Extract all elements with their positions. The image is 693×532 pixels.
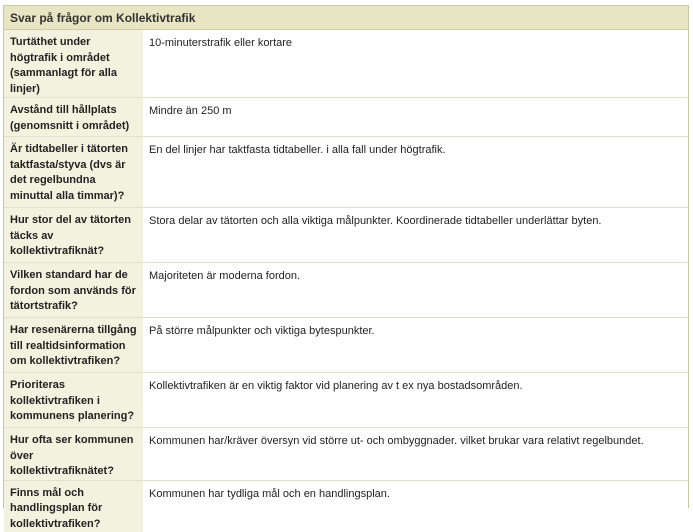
answer-cell: På större målpunkter och viktiga bytespunkter.	[143, 318, 688, 373]
question-cell: Är tidtabeller i tätorten taktfasta/styva (dvs är det regelbundna minuttal alla timmar)?	[4, 137, 143, 208]
answer-cell: En del linjer har taktfasta tidtabeller. i alla fall under högtrafik.	[143, 137, 688, 208]
table-row	[4, 373, 688, 428]
table-row	[4, 98, 688, 137]
answer-cell: Mindre än 250 m	[143, 98, 688, 137]
table-row	[4, 480, 688, 532]
table-row	[4, 30, 688, 98]
answer-cell: Kollektivtrafiken är en viktig faktor vid planering av t ex nya bostadsområden.	[143, 373, 688, 428]
question-cell: Hur ofta ser kommunen över kollektivtrafiknätet?	[4, 428, 143, 481]
question-cell: Vilken standard har de fordon som används för tätortstrafik?	[4, 263, 143, 318]
answer-cell: Stora delar av tätorten och alla viktiga målpunkter. Koordinerade tidtabeller underlättar byten.	[143, 208, 688, 263]
qa-table	[4, 30, 688, 532]
qa-panel	[3, 5, 689, 530]
table-row	[4, 208, 688, 263]
answer-cell: Kommunen har/kräver översyn vid större ut- och ombyggnader. vilket brukar vara relativt regelbundet.	[143, 428, 688, 481]
table-row	[4, 263, 688, 318]
question-cell: Hur stor del av tätorten täcks av kollektivtrafiknät?	[4, 208, 143, 263]
table-row	[4, 318, 688, 373]
panel-title: Svar på frågor om Kollektivtrafik	[4, 6, 688, 30]
answer-cell: Majoriteten är moderna fordon.	[143, 263, 688, 318]
question-cell: Finns mål och handlingsplan för kollektivtrafiken?	[4, 480, 143, 532]
question-cell: Avstånd till hållplats (genomsnitt i området)	[4, 98, 143, 137]
question-cell: Prioriteras kollektivtrafiken i kommunens planering?	[4, 373, 143, 428]
answer-cell: Kommunen har tydliga mål och en handlingsplan.	[143, 480, 688, 532]
answer-cell: 10-minuterstrafik eller kortare	[143, 30, 688, 98]
question-cell: Har resenärerna tillgång till realtidsinformation om kollektivtrafiken?	[4, 318, 143, 373]
table-row	[4, 137, 688, 208]
table-row	[4, 428, 688, 481]
question-cell: Turtäthet under högtrafik i området (sammanlagt för alla linjer)	[4, 30, 143, 98]
